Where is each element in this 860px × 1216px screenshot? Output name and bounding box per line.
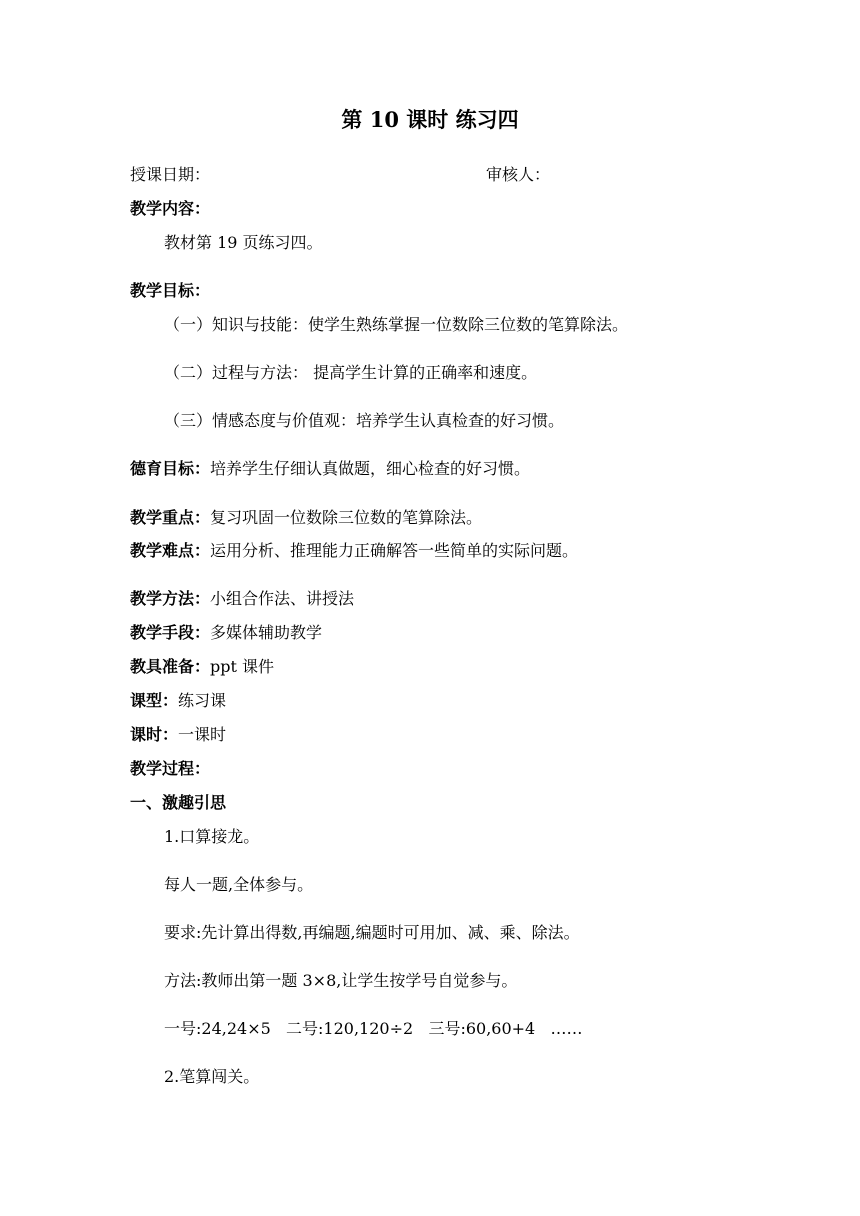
moral-text: 培养学生仔细认真做题，细心检查的好习惯。 <box>210 459 531 478</box>
goal-item: （一）知识与技能：使学生熟练掌握一位数除三位数的笔算除法。 <box>164 315 629 334</box>
means-row <box>130 622 322 644</box>
difficulty-row <box>130 540 578 562</box>
process-line: 2.笔算闯关。 <box>164 1067 260 1086</box>
content-label: 教学内容： <box>130 199 211 218</box>
goal-item: （二）过程与方法： 提高学生计算的正确率和速度。 <box>164 363 538 382</box>
hours-row <box>130 724 226 746</box>
type-row <box>130 690 226 712</box>
section-heading: 一、激趣引思 <box>130 793 227 812</box>
page-title: 第 10 课时 练习四 <box>341 107 519 132</box>
difficulty-text: 运用分析、推理能力正确解答一些简单的实际问题。 <box>210 541 579 560</box>
goal-item: （三）情感态度与价值观：培养学生认真检查的好习惯。 <box>164 411 565 430</box>
type-label: 课型： <box>130 691 179 710</box>
content-text: 教材第 19 页练习四。 <box>164 233 323 252</box>
method-row <box>130 588 354 610</box>
date-label: 授课日期： <box>130 165 211 184</box>
key-point-row <box>130 507 482 529</box>
means-text: 多媒体辅助教学 <box>210 623 323 642</box>
means-label: 教学手段： <box>130 623 211 642</box>
method-text: 小组合作法、讲授法 <box>210 589 355 608</box>
method-label: 教学方法： <box>130 589 211 608</box>
reviewer-label: 审核人： <box>486 165 551 184</box>
process-line: 要求:先计算出得数,再编题,编题时可用加、减、乘、除法。 <box>164 923 580 942</box>
hours-text: 一课时 <box>178 725 227 744</box>
hours-label: 课时： <box>130 725 179 744</box>
difficulty-label: 教学难点： <box>130 541 211 560</box>
goals-label: 教学目标： <box>130 281 211 300</box>
tools-row <box>130 656 274 678</box>
key-point-label: 教学重点： <box>130 508 211 527</box>
key-point-text: 复习巩固一位数除三位数的笔算除法。 <box>210 508 483 527</box>
process-line: 每人一题,全体参与。 <box>164 875 314 894</box>
tools-text: ppt 课件 <box>210 657 275 676</box>
process-line: 方法:教师出第一题 3×8,让学生按学号自觉参与。 <box>164 971 518 990</box>
type-text: 练习课 <box>178 691 227 710</box>
moral-goal-row <box>130 458 530 480</box>
tools-label: 教具准备： <box>130 657 211 676</box>
process-line: 一号:24,24×5 二号:120,120÷2 三号:60,60+4 …… <box>164 1019 583 1038</box>
process-line: 1.口算接龙。 <box>164 827 260 846</box>
process-label: 教学过程： <box>130 759 211 778</box>
moral-label: 德育目标： <box>130 459 211 478</box>
